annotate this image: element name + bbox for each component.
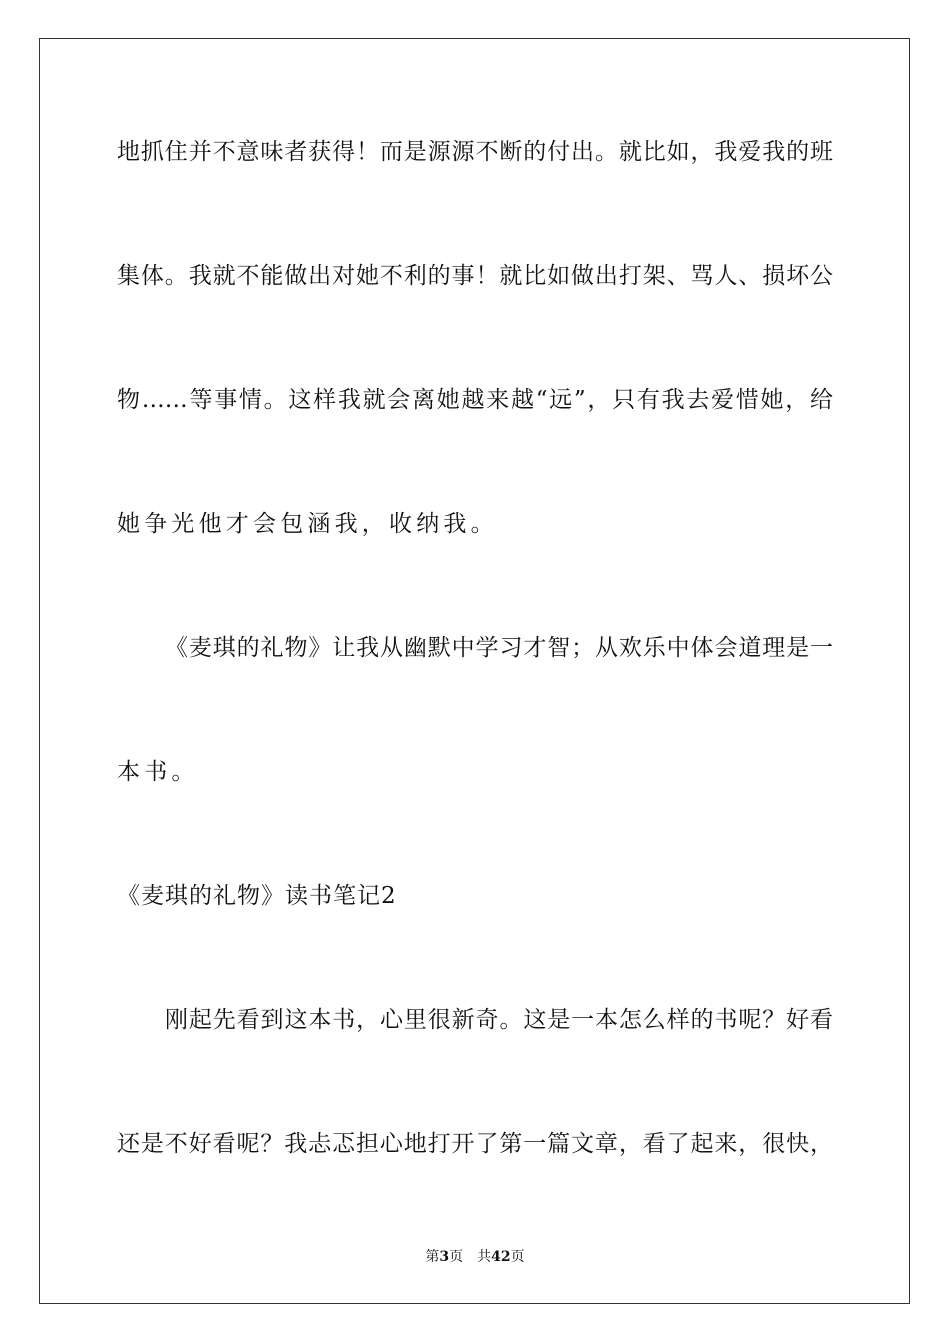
footer-page-prefix: 第 — [425, 1249, 440, 1265]
page-footer — [0, 1248, 950, 1266]
text-line-7: 刚起先看到这本书，心里很新奇。这是一本怎么样的书呢？好看 — [165, 1007, 833, 1033]
text-line-2: 集体。我就不能做出对她不利的事！就比如做出打架、骂人、损坏公 — [117, 263, 833, 289]
text-line-1: 地抓住并不意味者获得！而是源源不断的付出。就比如，我爱我的班 — [117, 139, 833, 165]
footer-total-prefix: 共 — [477, 1249, 492, 1265]
text-line-5: 《麦琪的礼物》让我从幽默中学习才智；从欢乐中体会道理是一 — [165, 635, 833, 661]
text-line-3: 物……等事情。这样我就会离她越来越“远”，只有我去爱惜她，给 — [117, 387, 833, 413]
text-line-4: 她争光他才会包涵我，收纳我。 — [117, 511, 498, 537]
text-line-8: 还是不好看呢？我忐忑担心地打开了第一篇文章，看了起来，很快， — [117, 1131, 833, 1157]
footer-page-suffix: 页 — [449, 1249, 464, 1265]
footer-page-number: 3 — [439, 1249, 450, 1265]
text-line-6: 本书。 — [117, 759, 199, 785]
footer-total-pages: 42 — [491, 1249, 511, 1265]
section-heading: 《麦琪的礼物》读书笔记2 — [117, 883, 397, 909]
page-border — [39, 38, 910, 1304]
footer-total-suffix: 页 — [510, 1249, 525, 1265]
